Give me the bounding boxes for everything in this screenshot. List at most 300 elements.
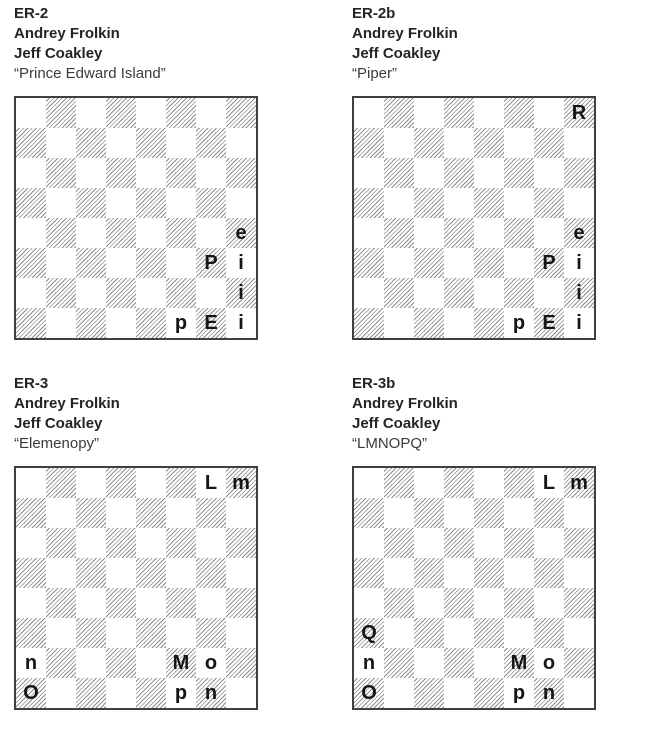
board-square-b1 — [46, 308, 76, 338]
board-square-h7 — [564, 498, 594, 528]
board-square-b4 — [46, 218, 76, 248]
board-square-a4 — [354, 588, 384, 618]
board-square-e7 — [474, 128, 504, 158]
board-square-f5 — [166, 188, 196, 218]
piece-letter: E — [542, 312, 556, 334]
board-square-c8 — [76, 98, 106, 128]
piece-letter: m — [570, 472, 588, 494]
puzzle-id: ER-2 — [14, 5, 49, 22]
piece-letter: p — [174, 312, 188, 334]
board-square-f8 — [504, 468, 534, 498]
board-square-g6 — [534, 528, 564, 558]
board-square-f1 — [166, 308, 196, 338]
board-square-b2 — [46, 648, 76, 678]
board-square-d2 — [106, 648, 136, 678]
board-square-b7 — [384, 498, 414, 528]
board-square-a5 — [354, 558, 384, 588]
piece-letter: e — [573, 222, 585, 244]
board-square-g1 — [196, 678, 226, 708]
board-square-e2 — [474, 648, 504, 678]
piece-letter: i — [576, 282, 582, 304]
board-square-h3 — [226, 248, 256, 278]
board-square-a2 — [354, 278, 384, 308]
piece-letter: n — [362, 652, 376, 674]
board-square-g3 — [534, 248, 564, 278]
board-square-a3 — [354, 248, 384, 278]
board-square-a3 — [354, 618, 384, 648]
board-square-e6 — [136, 158, 166, 188]
board-square-c7 — [414, 498, 444, 528]
board-square-b2 — [384, 278, 414, 308]
board-square-b1 — [384, 678, 414, 708]
board-square-e2 — [136, 648, 166, 678]
board-square-e1 — [474, 678, 504, 708]
board-square-b7 — [46, 498, 76, 528]
board-square-d3 — [444, 618, 474, 648]
puzzle-title: “Elemenopy” — [14, 435, 100, 452]
board-square-f8 — [166, 468, 196, 498]
board-square-g1 — [534, 308, 564, 338]
piece-letter: L — [204, 472, 218, 494]
board-square-h6 — [226, 528, 256, 558]
puzzle-author: Andrey Frolkin — [14, 25, 120, 42]
board-square-c5 — [414, 188, 444, 218]
puzzle-er-2b — [352, 4, 652, 340]
puzzle-author: Andrey Frolkin — [14, 395, 120, 412]
board-square-f5 — [166, 558, 196, 588]
board-square-b5 — [46, 188, 76, 218]
board-square-a2 — [16, 278, 46, 308]
board-square-c5 — [414, 558, 444, 588]
board-square-h1 — [226, 308, 256, 338]
board-square-e3 — [474, 248, 504, 278]
board-square-f4 — [504, 218, 534, 248]
board-square-c1 — [76, 308, 106, 338]
board-square-d5 — [106, 188, 136, 218]
board-square-a7 — [354, 128, 384, 158]
puzzle-author: Jeff Coakley — [14, 45, 103, 62]
board-square-b3 — [384, 248, 414, 278]
board-square-g4 — [534, 218, 564, 248]
board-square-a5 — [16, 188, 46, 218]
board-square-f4 — [166, 218, 196, 248]
board-square-g8 — [196, 468, 226, 498]
board-square-f1 — [166, 678, 196, 708]
board-square-e4 — [474, 218, 504, 248]
board-square-a5 — [16, 558, 46, 588]
piece-letter: Q — [361, 622, 377, 644]
board-square-g2 — [534, 278, 564, 308]
board-square-b6 — [46, 158, 76, 188]
board-square-g3 — [196, 248, 226, 278]
board-square-h2 — [564, 648, 594, 678]
board-square-h6 — [564, 528, 594, 558]
board-square-e3 — [474, 618, 504, 648]
board-square-h5 — [564, 558, 594, 588]
piece-letter: i — [238, 282, 244, 304]
puzzle-id: ER-3 — [14, 375, 49, 392]
board-square-b3 — [384, 618, 414, 648]
board-square-f2 — [166, 278, 196, 308]
piece-letter: P — [542, 252, 556, 274]
board-square-f8 — [504, 98, 534, 128]
board-square-c2 — [414, 648, 444, 678]
board-square-d4 — [106, 588, 136, 618]
puzzle-id: ER-3b — [352, 375, 396, 392]
board-square-c7 — [76, 498, 106, 528]
board-square-g6 — [196, 158, 226, 188]
board-square-b6 — [46, 528, 76, 558]
board-square-e4 — [136, 218, 166, 248]
board-square-c4 — [414, 588, 444, 618]
board-square-a4 — [16, 218, 46, 248]
board-square-g4 — [196, 588, 226, 618]
piece-letter: M — [172, 652, 190, 674]
board-square-e8 — [474, 468, 504, 498]
board-square-d8 — [444, 98, 474, 128]
board-square-a8 — [354, 468, 384, 498]
piece-letter: O — [361, 682, 377, 704]
board-square-e7 — [474, 498, 504, 528]
board-square-c4 — [414, 218, 444, 248]
piece-letter: i — [238, 252, 244, 274]
board-square-b5 — [384, 188, 414, 218]
board-square-e4 — [136, 588, 166, 618]
board-square-f3 — [166, 618, 196, 648]
board-square-c4 — [76, 588, 106, 618]
board-square-b2 — [384, 648, 414, 678]
board-square-c2 — [76, 278, 106, 308]
board-square-c2 — [414, 278, 444, 308]
board-square-f6 — [166, 528, 196, 558]
board-square-f3 — [166, 248, 196, 278]
board-square-d1 — [444, 678, 474, 708]
board-square-b4 — [46, 588, 76, 618]
puzzle-id: ER-2b — [352, 5, 396, 22]
piece-letter: n — [204, 682, 218, 704]
board-square-g7 — [534, 128, 564, 158]
board-square-h6 — [564, 158, 594, 188]
board-square-h2 — [564, 278, 594, 308]
board-square-g8 — [196, 98, 226, 128]
board-square-g2 — [196, 278, 226, 308]
board-square-d1 — [106, 678, 136, 708]
board-square-d7 — [106, 128, 136, 158]
board-square-b7 — [46, 128, 76, 158]
board-square-d2 — [106, 278, 136, 308]
board-square-a3 — [16, 248, 46, 278]
board-square-g4 — [196, 218, 226, 248]
board-square-h6 — [226, 158, 256, 188]
board-square-a1 — [16, 308, 46, 338]
piece-letter: n — [24, 652, 38, 674]
board-square-a5 — [354, 188, 384, 218]
board-square-e4 — [474, 588, 504, 618]
board-square-a8 — [16, 468, 46, 498]
chess-board — [14, 96, 258, 340]
board-square-g8 — [534, 468, 564, 498]
board-square-g5 — [196, 188, 226, 218]
board-square-b5 — [384, 558, 414, 588]
board-square-g1 — [534, 678, 564, 708]
board-square-f6 — [504, 528, 534, 558]
board-square-f1 — [504, 308, 534, 338]
board-square-a6 — [354, 528, 384, 558]
board-square-c4 — [76, 218, 106, 248]
board-square-d6 — [106, 158, 136, 188]
piece-letter: M — [510, 652, 528, 674]
piece-letter: P — [204, 252, 218, 274]
board-square-a6 — [16, 528, 46, 558]
piece-letter: n — [542, 682, 556, 704]
board-square-d5 — [444, 558, 474, 588]
board-square-d6 — [444, 158, 474, 188]
board-square-d6 — [106, 528, 136, 558]
board-square-d4 — [106, 218, 136, 248]
board-square-b6 — [384, 158, 414, 188]
board-square-h5 — [564, 188, 594, 218]
puzzle-title: “Piper” — [352, 65, 398, 82]
board-square-h1 — [564, 678, 594, 708]
board-square-h4 — [226, 218, 256, 248]
piece-letter: i — [576, 312, 582, 334]
board-square-a4 — [16, 588, 46, 618]
chess-board — [352, 96, 596, 340]
board-square-h8 — [564, 98, 594, 128]
board-square-h8 — [564, 468, 594, 498]
board-square-a3 — [16, 618, 46, 648]
board-square-c6 — [414, 158, 444, 188]
board-square-c8 — [414, 468, 444, 498]
board-square-c8 — [76, 468, 106, 498]
board-square-e3 — [136, 618, 166, 648]
board-square-e5 — [474, 558, 504, 588]
board-square-d7 — [444, 498, 474, 528]
board-square-c7 — [414, 128, 444, 158]
piece-letter: L — [542, 472, 556, 494]
board-square-d2 — [444, 648, 474, 678]
board-square-b8 — [46, 98, 76, 128]
board-square-b4 — [384, 218, 414, 248]
board-square-e7 — [136, 128, 166, 158]
board-square-c1 — [414, 308, 444, 338]
board-square-f7 — [166, 128, 196, 158]
board-square-a2 — [16, 648, 46, 678]
board-square-d4 — [444, 218, 474, 248]
board-square-a8 — [16, 98, 46, 128]
board-square-h1 — [226, 678, 256, 708]
board-square-e6 — [474, 158, 504, 188]
board-square-a2 — [354, 648, 384, 678]
board-square-f3 — [504, 248, 534, 278]
board-square-e3 — [136, 248, 166, 278]
board-square-a6 — [354, 158, 384, 188]
board-square-h4 — [564, 218, 594, 248]
board-square-f7 — [504, 498, 534, 528]
board-square-d5 — [444, 188, 474, 218]
board-square-e1 — [474, 308, 504, 338]
board-square-e5 — [136, 188, 166, 218]
board-square-b8 — [384, 98, 414, 128]
puzzle-author: Jeff Coakley — [14, 415, 103, 432]
board-square-e6 — [136, 528, 166, 558]
board-square-f6 — [504, 158, 534, 188]
board-square-h5 — [226, 188, 256, 218]
board-square-f2 — [166, 648, 196, 678]
board-square-d6 — [444, 528, 474, 558]
piece-letter: i — [238, 312, 244, 334]
board-square-h1 — [564, 308, 594, 338]
board-square-g7 — [196, 128, 226, 158]
board-square-h5 — [226, 558, 256, 588]
board-square-f4 — [166, 588, 196, 618]
board-square-f6 — [166, 158, 196, 188]
puzzle-er-3b — [352, 374, 652, 710]
board-square-e5 — [474, 188, 504, 218]
board-square-d8 — [106, 98, 136, 128]
board-square-e2 — [474, 278, 504, 308]
board-square-h4 — [564, 588, 594, 618]
board-square-h8 — [226, 468, 256, 498]
board-square-g6 — [196, 528, 226, 558]
board-square-h3 — [564, 618, 594, 648]
board-square-d8 — [444, 468, 474, 498]
board-square-f3 — [504, 618, 534, 648]
board-square-c3 — [76, 618, 106, 648]
board-square-h7 — [226, 128, 256, 158]
board-square-h2 — [226, 278, 256, 308]
board-square-b1 — [384, 308, 414, 338]
piece-letter: i — [576, 252, 582, 274]
board-square-g5 — [534, 188, 564, 218]
board-square-f5 — [504, 558, 534, 588]
puzzle-er-3 — [14, 374, 314, 710]
board-square-g5 — [196, 558, 226, 588]
board-square-c3 — [76, 248, 106, 278]
puzzle-author: Andrey Frolkin — [352, 395, 458, 412]
board-square-c2 — [76, 648, 106, 678]
board-square-f2 — [504, 648, 534, 678]
board-square-h3 — [564, 248, 594, 278]
board-square-a4 — [354, 218, 384, 248]
board-square-h7 — [226, 498, 256, 528]
board-square-e1 — [136, 678, 166, 708]
chess-board — [14, 466, 258, 710]
board-square-b3 — [46, 618, 76, 648]
puzzle-title: “Prince Edward Island” — [14, 65, 166, 82]
board-square-a6 — [16, 158, 46, 188]
board-square-a7 — [16, 128, 46, 158]
board-square-c1 — [414, 678, 444, 708]
board-square-b6 — [384, 528, 414, 558]
board-square-c5 — [76, 188, 106, 218]
board-square-c6 — [76, 528, 106, 558]
puzzle-author: Jeff Coakley — [352, 45, 441, 62]
board-square-h2 — [226, 648, 256, 678]
piece-letter: o — [204, 652, 218, 674]
puzzle-er-2 — [14, 4, 314, 340]
board-square-e2 — [136, 278, 166, 308]
board-square-b4 — [384, 588, 414, 618]
board-square-d1 — [106, 308, 136, 338]
piece-letter: p — [174, 682, 188, 704]
board-square-h3 — [226, 618, 256, 648]
board-square-d5 — [106, 558, 136, 588]
board-square-g3 — [196, 618, 226, 648]
board-square-g7 — [534, 498, 564, 528]
board-square-c8 — [414, 98, 444, 128]
board-square-e8 — [136, 98, 166, 128]
board-square-e8 — [136, 468, 166, 498]
board-square-g2 — [534, 648, 564, 678]
board-square-b7 — [384, 128, 414, 158]
board-square-g7 — [196, 498, 226, 528]
board-square-d3 — [106, 618, 136, 648]
board-square-a8 — [354, 98, 384, 128]
board-square-e6 — [474, 528, 504, 558]
board-square-d3 — [106, 248, 136, 278]
puzzle-author: Jeff Coakley — [352, 415, 441, 432]
board-square-b1 — [46, 678, 76, 708]
board-square-g2 — [196, 648, 226, 678]
board-square-c6 — [414, 528, 444, 558]
board-square-d4 — [444, 588, 474, 618]
board-square-b8 — [46, 468, 76, 498]
piece-letter: E — [204, 312, 218, 334]
board-square-a1 — [354, 678, 384, 708]
board-square-f1 — [504, 678, 534, 708]
board-square-f7 — [166, 498, 196, 528]
board-square-d7 — [444, 128, 474, 158]
board-square-d3 — [444, 248, 474, 278]
board-square-c5 — [76, 558, 106, 588]
board-square-a7 — [354, 498, 384, 528]
board-square-h7 — [564, 128, 594, 158]
board-square-b3 — [46, 248, 76, 278]
piece-letter: R — [571, 102, 587, 124]
piece-letter: m — [232, 472, 250, 494]
board-square-c3 — [414, 618, 444, 648]
board-square-e7 — [136, 498, 166, 528]
chess-board — [352, 466, 596, 710]
board-square-c1 — [76, 678, 106, 708]
board-square-c7 — [76, 128, 106, 158]
board-square-f7 — [504, 128, 534, 158]
board-square-g1 — [196, 308, 226, 338]
board-square-h4 — [226, 588, 256, 618]
board-square-a7 — [16, 498, 46, 528]
board-square-b2 — [46, 278, 76, 308]
board-square-d1 — [444, 308, 474, 338]
board-square-d2 — [444, 278, 474, 308]
board-square-f8 — [166, 98, 196, 128]
board-square-g8 — [534, 98, 564, 128]
board-square-g4 — [534, 588, 564, 618]
board-square-f5 — [504, 188, 534, 218]
piece-letter: O — [23, 682, 39, 704]
puzzle-title: “LMNOPQ” — [352, 435, 427, 452]
board-square-g3 — [534, 618, 564, 648]
board-square-f4 — [504, 588, 534, 618]
board-square-d7 — [106, 498, 136, 528]
board-square-a1 — [354, 308, 384, 338]
board-square-b5 — [46, 558, 76, 588]
board-square-e5 — [136, 558, 166, 588]
board-square-e1 — [136, 308, 166, 338]
board-square-c3 — [414, 248, 444, 278]
piece-letter: o — [542, 652, 556, 674]
piece-letter: e — [235, 222, 247, 244]
